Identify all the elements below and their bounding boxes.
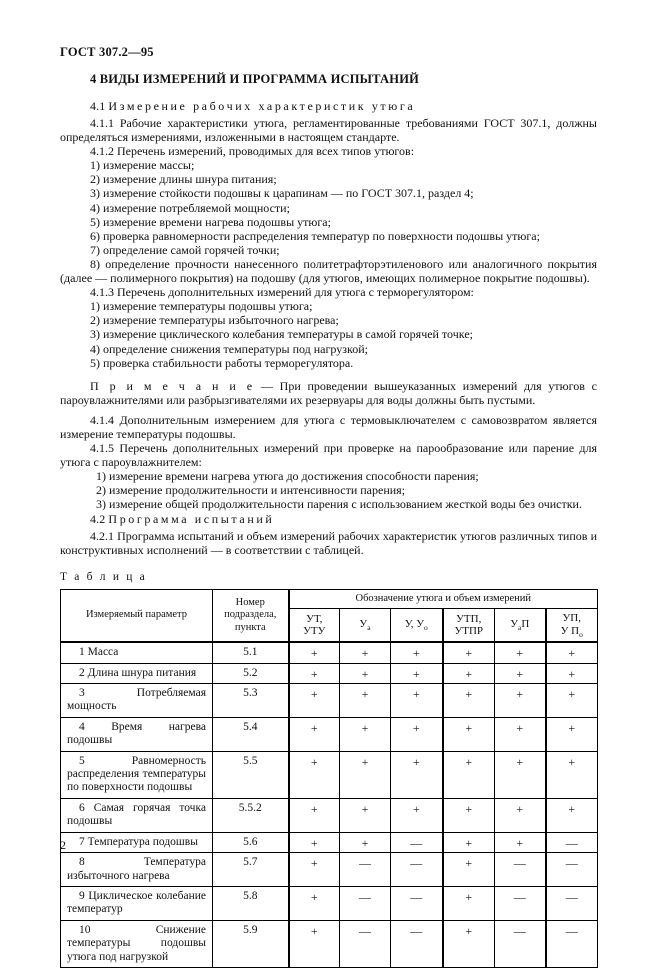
table-caption: Т а б л и ц а — [60, 570, 147, 583]
list-item: 1) измерение температуры подошвы утюга; — [90, 299, 313, 314]
code-line-2: П — [521, 618, 530, 631]
row-mark: + — [546, 798, 598, 832]
code-line-2: У П — [560, 624, 580, 637]
row-mark: + — [340, 642, 391, 663]
row-mark: + — [340, 663, 391, 683]
row-mark: + — [495, 642, 546, 663]
paragraph-4-1-3-lead: 4.1.3 Перечень дополнительных измерений для утюга с терморегулятором: — [90, 285, 474, 300]
row-mark: + — [289, 717, 340, 751]
table-header-row-1 — [61, 589, 598, 609]
row-mark: — — [391, 853, 443, 887]
row-mark: + — [289, 853, 340, 887]
header-subsection-number: Номер подраздела, пункта — [213, 589, 289, 642]
code-line-1: У — [510, 618, 518, 631]
row-number: 5.2 — [213, 663, 289, 683]
list-item: 5) измерение времени нагрева подошвы утюга; — [90, 214, 331, 229]
table-row — [61, 663, 598, 683]
row-mark: + — [391, 751, 443, 798]
row-parameter: 7 Температура подошвы — [61, 832, 213, 852]
row-mark: + — [289, 684, 340, 718]
code-subscript: о — [579, 629, 583, 639]
header-code-utp-utpr — [443, 609, 495, 643]
row-number: 5.9 — [213, 920, 289, 967]
row-mark: + — [546, 751, 598, 798]
list-item: 3) измерение стойкости подошвы к царапинам — по ГОСТ 307.1, раздел 4; — [90, 186, 474, 201]
row-mark: + — [495, 717, 546, 751]
row-mark: + — [289, 751, 340, 798]
row-mark: + — [443, 751, 495, 798]
code-line-1: У, У — [404, 618, 425, 631]
row-mark: + — [443, 717, 495, 751]
clause-4-1-number: 4.1 — [90, 99, 106, 113]
row-mark: + — [289, 886, 340, 920]
table-row — [61, 642, 598, 663]
row-parameter: 6 Самая горячая точка подошвы — [61, 798, 213, 832]
paragraph-4-1-4: 4.1.4 Дополнительным измерением для утюга с термовыключателем с самовозвратом является измерение температуры подошвы. — [60, 412, 597, 441]
running-head: ГОСТ 307.2—95 — [60, 45, 154, 59]
row-mark: + — [495, 751, 546, 798]
row-number: 5.4 — [213, 717, 289, 751]
row-mark: — — [495, 853, 546, 887]
row-mark: + — [340, 717, 391, 751]
header-code-up-uo-p — [546, 609, 598, 643]
row-parameter: 1 Масса — [61, 642, 213, 663]
row-mark: + — [546, 717, 598, 751]
clause-4-2-number: 4.2 — [90, 511, 106, 526]
row-mark: + — [495, 663, 546, 683]
row-mark: — — [495, 886, 546, 920]
code-line-2: УТПР — [454, 625, 484, 638]
row-mark: + — [391, 642, 443, 663]
row-mark: + — [443, 684, 495, 718]
row-mark: — — [546, 832, 598, 852]
row-number: 5.5.2 — [213, 798, 289, 832]
row-mark: + — [340, 684, 391, 718]
page-content — [60, 72, 597, 968]
row-parameter: 5 Равномерность распределения температуры по поверхности подошвы — [61, 751, 213, 798]
list-item: 2) измерение продолжительности и интенсивности парения; — [96, 483, 406, 498]
row-mark: + — [443, 853, 495, 887]
row-mark: + — [495, 684, 546, 718]
row-number: 5.1 — [213, 642, 289, 663]
row-mark: + — [289, 920, 340, 967]
row-mark: — — [391, 886, 443, 920]
table-body — [61, 642, 598, 967]
list-item: 6) проверка равномерности распределения температур по поверхности подошвы утюга; — [90, 228, 540, 243]
row-mark: — — [546, 886, 598, 920]
code-subscript: а — [518, 623, 522, 633]
table-row — [61, 751, 598, 798]
page-title: 4 ВИДЫ ИЗМЕРЕНИЙ И ПРОГРАММА ИСПЫТАНИЙ — [90, 72, 420, 86]
row-parameter: 9 Циклическое колебание температур — [61, 886, 213, 920]
row-mark: + — [546, 642, 598, 663]
note-text: — При проведении вышеуказанных измерений для утюгов с пароувлажнителями или разбрызгивателями их резервуары для воды должны быть пустыми. — [60, 378, 597, 407]
table-header — [61, 589, 598, 642]
table-row — [61, 853, 598, 887]
list-item: 1) измерение времени нагрева утюга до достижения способности парения; — [96, 469, 479, 484]
clause-4-1-heading — [60, 99, 597, 114]
list-item: 7) определение самой горячей точки; — [90, 242, 280, 257]
table-row — [61, 920, 598, 967]
paragraph-4-1-5-lead: 4.1.5 Перечень дополнительных измерений при проверке на парообразование или парение для утюга с пароувлажнителем: — [60, 441, 597, 470]
row-mark: + — [546, 663, 598, 683]
page-number: 2 — [60, 838, 66, 852]
row-mark: — — [546, 920, 598, 967]
code-line-1: У — [359, 618, 368, 631]
row-number: 5.7 — [213, 853, 289, 887]
row-parameter: 4 Время нагрева подошвы — [61, 717, 213, 751]
header-code-ut-utu — [289, 609, 340, 643]
list-item: 2) измерение длины шнура питания; — [90, 172, 277, 187]
row-mark: + — [289, 642, 340, 663]
row-number: 5.3 — [213, 684, 289, 718]
row-mark: — — [340, 886, 391, 920]
list-item: 3) измерение циклического колебания температуры в самой горячей точке; — [90, 327, 473, 342]
row-parameter: 3 Потребляемая мощность — [61, 684, 213, 718]
row-mark: + — [443, 642, 495, 663]
row-number: 5.8 — [213, 886, 289, 920]
row-mark: + — [443, 886, 495, 920]
table-row — [61, 886, 598, 920]
row-mark: + — [443, 663, 495, 683]
paragraph-4-2-1: 4.2.1 Программа испытаний и объем измерений рабочих характеристик утюгов различных типов и конструктивных исполнений — в соответствии с таблицей. — [60, 528, 597, 557]
row-number: 5.6 — [213, 832, 289, 852]
header-code-u-uo — [391, 609, 443, 643]
code-subscript: а — [367, 623, 371, 633]
list-item: 4) определение снижения температуры под нагрузкой; — [90, 341, 368, 356]
clause-4-1-title: Измерение рабочих характеристик утюга — [108, 99, 416, 113]
row-parameter: 2 Длина шнура питания — [61, 663, 213, 683]
paragraph-4-1-1: 4.1.1 Рабочие характеристики утюга, регламентированные требованиями ГОСТ 307.1, должны определяться измерениями, изложенными в настоящем стандарте. — [60, 116, 597, 145]
list-item: 8) определение прочности нанесенного политетрафторэтиленового или аналогичного покрытия (далее — полимерного покрытия) на подошву (для утюгов, имеющих полимерное покрытие подошвы). — [60, 256, 597, 286]
row-parameter: 10 Снижение температуры подошвы утюга под нагрузкой — [61, 920, 213, 967]
code-subscript: о — [424, 623, 428, 633]
list-item: 4) измерение потребляемой мощности; — [90, 200, 290, 215]
row-mark: + — [495, 832, 546, 852]
note-label: П р и м е ч а н и е — [90, 378, 255, 393]
list-item: 5) проверка стабильности работы терморегулятора. — [90, 355, 354, 370]
row-mark: + — [495, 798, 546, 832]
row-parameter: 8 Температура избыточного нагрева — [61, 853, 213, 887]
row-number: 5.5 — [213, 751, 289, 798]
row-mark: — — [340, 853, 391, 887]
header-measured-parameter: Измеряемый параметр — [61, 589, 213, 642]
row-mark: + — [391, 663, 443, 683]
header-code-ua-p — [495, 609, 546, 643]
clause-4-2-heading — [60, 512, 597, 527]
row-mark: + — [391, 717, 443, 751]
row-mark: + — [289, 663, 340, 683]
table-row — [61, 684, 598, 718]
code-line-1: УТП, — [456, 612, 482, 625]
row-mark: + — [443, 832, 495, 852]
row-mark: + — [289, 832, 340, 852]
table-row — [61, 717, 598, 751]
code-line-1: УП, — [562, 612, 581, 625]
clause-4-2-title: Программа испытаний — [108, 511, 275, 526]
note-block — [60, 379, 597, 407]
paragraph-4-1-2-lead: 4.1.2 Перечень измерений, проводимых для всех типов утюгов: — [90, 144, 415, 159]
table-row — [61, 798, 598, 832]
row-mark: + — [443, 798, 495, 832]
header-group-title: Обозначение утюга и объем измерений — [289, 589, 598, 609]
list-item: 3) измерение общей продолжительности парения с использованием жесткой воды без очистки. — [96, 497, 582, 512]
row-mark: — — [546, 853, 598, 887]
row-mark: + — [391, 798, 443, 832]
row-mark: + — [289, 798, 340, 832]
list-item: 1) измерение массы; — [90, 158, 195, 173]
row-mark: + — [340, 751, 391, 798]
table-row — [61, 832, 598, 852]
row-mark: + — [546, 684, 598, 718]
row-mark: — — [340, 920, 391, 967]
code-line-2: УТУ — [303, 625, 326, 638]
row-mark: + — [391, 684, 443, 718]
row-mark: + — [443, 920, 495, 967]
measurement-program-table — [60, 589, 598, 968]
list-item: 2) измерение температуры избыточного нагрева; — [90, 313, 339, 328]
row-mark: — — [495, 920, 546, 967]
code-line-1: УТ, — [306, 612, 323, 625]
row-mark: — — [391, 832, 443, 852]
row-mark: + — [340, 798, 391, 832]
row-mark: — — [391, 920, 443, 967]
row-mark: + — [340, 832, 391, 852]
header-code-u-a — [340, 609, 391, 643]
